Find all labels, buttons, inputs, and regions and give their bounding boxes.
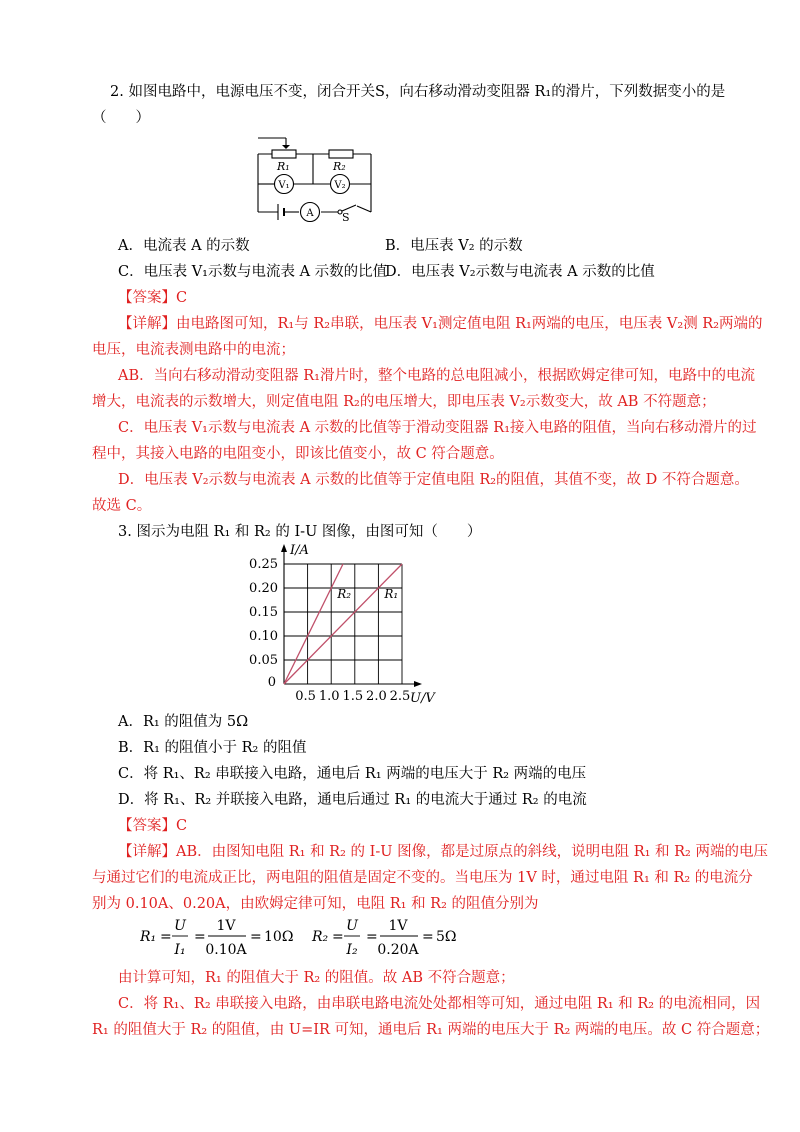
eq1-den1: I₁ xyxy=(174,942,186,958)
q2-detail-line5: C．电压表 V₁示数与电流表 A 示数的比值等于滑动变阻器 R₁接入电路的阻值，当向右移动滑片的过 xyxy=(118,420,757,436)
series-label: R₂ xyxy=(337,587,352,601)
q3-answer: 【答案】C xyxy=(118,818,188,834)
q3-option-b: B．R₁ 的阻值小于 R₂ 的阻值 xyxy=(118,740,307,756)
y-tick-label: 0.05 xyxy=(249,653,278,668)
y-axis-label: I/A xyxy=(290,543,309,558)
x-tick-label: 2.5 xyxy=(389,689,411,704)
circuit-label-a: A xyxy=(306,208,314,219)
q3-option-a: A．R₁ 的阻值为 5Ω xyxy=(118,714,249,730)
q2-option-c: C．电压表 V₁示数与电流表 A 示数的比值 xyxy=(118,264,388,280)
eq1-num1: U xyxy=(174,918,186,934)
iu-chart xyxy=(240,536,460,708)
svg-text:=: = xyxy=(250,929,262,945)
q2-detail-line2: 电压，电流表测电路中的电流； xyxy=(92,342,295,358)
q2-detail-line8: 故选 C。 xyxy=(92,498,152,514)
circuit-label-r1: R₁ xyxy=(277,160,290,173)
y-tick-label: 0.10 xyxy=(249,629,278,644)
x-axis-label: U/V xyxy=(410,691,435,706)
q2-stem-line2: （ ） xyxy=(92,110,150,126)
q2-detail-line3: AB．当向右移动滑动变阻器 R₁滑片时，整个电路的总电阻减小，根据欧姆定律可知，电路中的电流 xyxy=(118,368,755,384)
q3-detail-line1: 【详解】AB．由图知电阻 R₁ 和 R₂ 的 I-U 图像，都是过原点的斜线，说明电阻 R₁ 和 R₂ 两端的电压 xyxy=(118,844,768,860)
circuit-label-r2: R₂ xyxy=(333,160,346,173)
svg-text:=: = xyxy=(194,929,206,945)
x-tick-label: 2.0 xyxy=(366,689,387,704)
series-line xyxy=(284,564,343,684)
q3-detail-line6: R₁ 的阻值大于 R₂ 的阻值，由 U=IR 可知，通电后 R₁ 两端的电压大于 R₂ 两端的电压。故 C 符合题意； xyxy=(92,1022,770,1038)
svg-text:=: = xyxy=(332,929,344,945)
series-line xyxy=(284,564,402,684)
y-tick-label: 0.15 xyxy=(249,605,278,620)
eq2-rhs: 5Ω xyxy=(436,929,457,945)
q2-detail-line6: 程中，其接入电路的电阻变小，即该比值变小，故 C 符合题意。 xyxy=(92,446,504,462)
q2-answer: 【答案】C xyxy=(118,290,188,306)
q3-detail-line4: 由计算可知，R₁ 的阻值大于 R₂ 的阻值。故 AB 不符合题意； xyxy=(118,970,515,986)
q2-detail-line4: 增大，电流表的示数增大，则定值电阻 R₂的电压增大，即电压表 V₂示数变大，故 AB 不符题意； xyxy=(92,394,716,410)
q3-detail-line3: 别为 0.10A、0.20A，由欧姆定律可知，电阻 R₁ 和 R₂ 的阻值分别为 xyxy=(92,896,539,912)
q3-stem: 3. 图示为电阻 R₁ 和 R₂ 的 I-U 图像，由图可知（ ） xyxy=(118,524,482,540)
x-tick-label: 1.0 xyxy=(318,689,340,704)
y-tick-label: 0.20 xyxy=(249,581,278,596)
q2-detail-line1: 【详解】由电路图可知，R₁与 R₂串联，电压表 V₁测定值电阻 R₁两端的电压，电压表 V₂测 R₂两端的 xyxy=(118,316,763,332)
eq1-num2: 1V xyxy=(216,918,236,934)
svg-text:=: = xyxy=(160,929,172,945)
x-tick-label: 0.5 xyxy=(295,689,316,704)
eq2-num2: 1V xyxy=(388,918,408,934)
eq2-num1: U xyxy=(346,918,358,934)
q2-detail-line7: D．电压表 V₂示数与电流表 A 示数的比值等于定值电阻 R₂的阻值，其值不变，故 D 不符合题意。 xyxy=(118,472,749,488)
x-axis-arrow xyxy=(414,681,422,687)
q3-detail-line5: C．将 R₁、R₂ 串联接入电路，由串联电路电流处处都相等可知，通过电阻 R₁ 和 R₂ 的电流相同，因 xyxy=(118,996,761,1012)
origin-label: 0 xyxy=(267,675,276,690)
eq2-den2: 0.20A xyxy=(377,942,419,958)
q2-circuit-diagram xyxy=(250,128,380,222)
eq2-den1: I₂ xyxy=(346,942,358,958)
svg-text:=: = xyxy=(422,929,434,945)
eq1-den2: 0.10A xyxy=(205,942,247,958)
q2-stem-line1: 2. 如图电路中，电源电压不变，闭合开关S，向右移动滑动变阻器 R₁的滑片，下列数据变小的是 xyxy=(110,84,726,100)
circuit-label-s: S xyxy=(342,211,350,222)
eq2-lhs: R₂ xyxy=(312,929,329,945)
y-tick-label: 0.25 xyxy=(249,557,278,572)
x-tick-label: 1.5 xyxy=(342,689,364,704)
q3-option-c: C．将 R₁、R₂ 串联接入电路，通电后 R₁ 两端的电压大于 R₂ 两端的电压 xyxy=(118,766,587,782)
q3-option-d: D．将 R₁、R₂ 并联接入电路，通电后通过 R₁ 的电流大于通过 R₂ 的电流 xyxy=(118,792,587,808)
q3-resistance-equations xyxy=(140,912,500,964)
circuit-label-v1: V₁ xyxy=(278,180,290,191)
q2-option-b: B．电压表 V₂ 的示数 xyxy=(385,238,523,254)
eq1-lhs: R₁ xyxy=(140,929,157,945)
q2-option-d: D．电压表 V₂示数与电流表 A 示数的比值 xyxy=(385,264,655,280)
circuit-label-v2: V₂ xyxy=(334,180,346,191)
y-axis-arrow xyxy=(281,544,287,552)
q3-detail-line2: 与通过它们的电流成正比，两电阻的阻值是固定不变的。当电压为 1V 时，通过电阻 R₁ 和 R₂ 的电流分 xyxy=(92,870,753,886)
q2-option-a: A．电流表 A 的示数 xyxy=(118,238,250,254)
eq1-rhs: 10Ω xyxy=(264,929,294,945)
series-label: R₁ xyxy=(384,587,399,601)
svg-text:=: = xyxy=(366,929,378,945)
